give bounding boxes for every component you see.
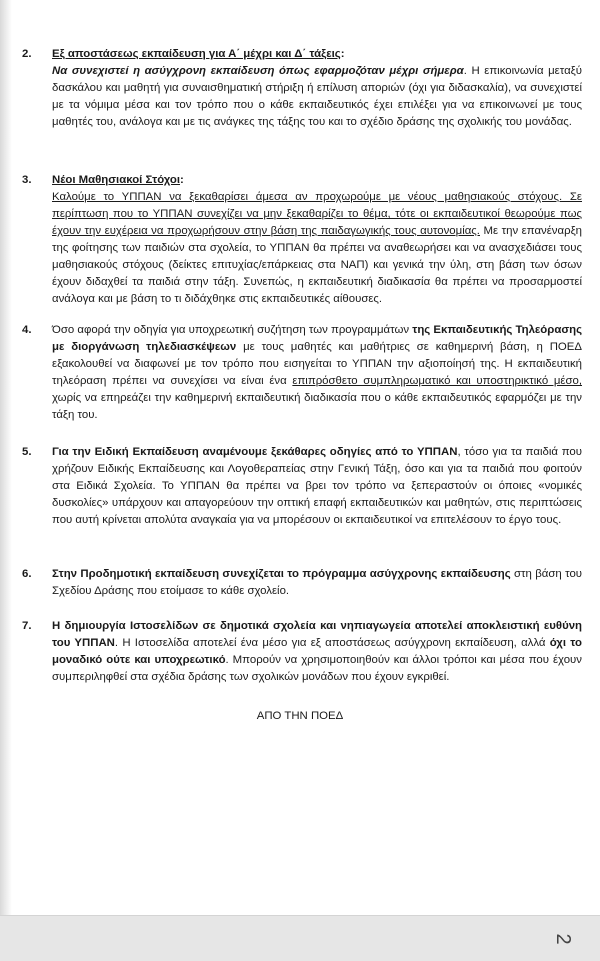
item-text-a: , τόσο για τα παιδιά που χρήζουν Ειδικής Εκπαίδευσης και Λογοθεραπείας στην Γενική Τάξη, όσο και για τα παιδιά που φοιτούν στα Ειδικά Σχολεία. Το ΥΠΠΑΝ θα πρέπει να βρει τον τρόπο να ξεπεραστούν οι όποιες «νομικές δυσκολίες» υπάρχουν και απαγορεύουν την οπτική επαφή εκπαιδευτικών και μαθητών, στις περιπτώσεις που αυτή κρίνεται απολύτα αναγκαία για να μπορέσουν οι εκπαιδευτικοί να επιτελέσουν το έργο τους. [52, 446, 582, 526]
list-item-6 [22, 566, 582, 600]
item-text: . Η επικοινωνία μεταξύ δασκάλου και μαθητή για συναισθηματική στήριξη ή επίλυση αποριών (όχι για διδασκαλία), να συνεχιστεί με τα νόμιμα μέσα και τον τρόπο που ο κάθε εκπαιδευτικός έχει επιλέξει για να επικοινωνεί με τους μαθητές του, ανάλογα και με τις ανάγκες της τάξης του και το σχέδιο δράσης της σχολικής του μονάδας. [52, 65, 582, 128]
item-number: 6. [22, 568, 32, 580]
bold-text-a: Στην Προδημοτική εκπαίδευση συνεχίζεται το πρόγραμμα ασύγχρονης εκπαίδευσης [52, 568, 511, 580]
item-heading: Νέοι Μαθησιακοί Στόχοι [52, 174, 181, 186]
list-item-5 [22, 444, 582, 529]
page-footer-bar [0, 915, 600, 961]
item-number: 7. [22, 620, 32, 632]
bold-text-a: Για την Ειδική Εκπαίδευση αναμένουμε ξεκάθαρες οδηγίες από το ΥΠΠΑΝ [52, 446, 458, 458]
item-heading: Εξ αποστάσεως εκπαίδευση για Α΄ μέχρι και Δ΄ τάξεις [52, 48, 341, 60]
page-number: 2 [552, 933, 575, 945]
item-text-c: χωρίς να επηρεάζει την καθημερινή εκπαιδευτική διαδικασία που ο κάθε εκπαιδευτικός εφαρμόζει με την τάξη του. [52, 392, 582, 421]
heading-colon: : [180, 174, 184, 186]
list-item-4 [22, 322, 582, 424]
item-text: Με την επανέναρξη της φοίτησης των παιδιών στα σχολεία, το ΥΠΠΑΝ θα πρέπει να αναθεωρήσει και να ανασχεδιάσει τους μαθησιακούς στόχους (δείκτες επιτυχίας/επάρκειας στα ΝΑΠ) και γενικά την ύλη, στη βάση των όσων έχουν διδαχθεί τα παιδιά στην τάξη. Συνεπώς, η εκπαιδευτική διαδικασία θα πρέπει να προσαρμοστεί ανάλογα και με βάση το τι διδάχθηκε στις εκπαιδευτικές αίθουσες. [52, 225, 583, 305]
item-text-a: . Η Ιστοσελίδα αποτελεί ένα μέσο για εξ αποστάσεως ασύγχρονη εκπαίδευση, αλλά [114, 637, 550, 649]
bold-text-a: Η δημιουργία Ιστοσελίδων σε δημοτικά σχολεία και νηπιαγωγεία αποτελεί αποκλειστική ευθύνη του ΥΠΠΑΝ [52, 620, 582, 649]
heading-colon: : [340, 48, 345, 60]
item-text-a: στη βάση του Σχεδίου Δράσης που ετοίμασε το κάθε σχολείο. [52, 568, 583, 597]
item-number: 5. [22, 446, 32, 458]
page-gutter-shadow [0, 0, 12, 915]
underlined-text: Καλούμε το ΥΠΠΑΝ να ξεκαθαρίσει άμεσα αν προχωρούμε με νέους μαθησιακούς στόχους. Σε περίπτωση που το ΥΠΠΑΝ συνεχίζει να μην ξεκαθαρίζει το θέμα, τότε οι εκπαιδευτικοί θεωρούμε πως έχουν την ευχέρεια να προχωρήσουν στην βάση της παιδαγωγικής τους αυτονομίας. [52, 191, 582, 237]
item-number: 2. [22, 48, 32, 60]
item-text-a: Όσο αφορά την οδηγία για υποχρεωτική συζήτηση των προγραμμάτων [52, 324, 413, 336]
item-text-b: με τους μαθητές και μαθήτριες σε καθημερινή βάση, η ΠΟΕΔ εξακολουθεί να διαφωνεί με τον τρόπο που εισηγείται το ΥΠΠΑΝ την αξιοποίησή της. Η εκπαιδευτική τηλεόραση πρέπει να συνεχίσει να είναι ένα [52, 341, 582, 387]
bold-text-b: όχι το μοναδικό ούτε και υποχρεωτικό [52, 637, 582, 666]
item-number: 3. [22, 174, 32, 186]
item-text-b: . Μπορούν να χρησιμοποιηθούν και άλλοι τρόποι και μέσα που έχουν συμπεριληφθεί στα σχέδια δράσης των σχολικών μονάδων που έχουν εγκριθεί. [52, 654, 582, 683]
list-item-2 [22, 46, 582, 131]
list-item-3 [22, 172, 582, 308]
bold-intro: Να συνεχιστεί η ασύγχρονη εκπαίδευση όπως εφαρμοζόταν μέχρι σήμερα [52, 65, 464, 77]
list-item-7 [22, 618, 582, 686]
bold-text-a: της Εκπαιδευτικής Τηλεόρασης με διοργάνωση τηλεδιασκέψεων [52, 324, 582, 353]
item-number: 4. [22, 324, 32, 336]
underlined-text: επιπρόσθετο συμπληρωματικό και υποστηρικτικό μέσο, [292, 375, 583, 387]
signature-line: ΑΠΟ ΤΗΝ ΠΟΕΔ [256, 710, 344, 722]
